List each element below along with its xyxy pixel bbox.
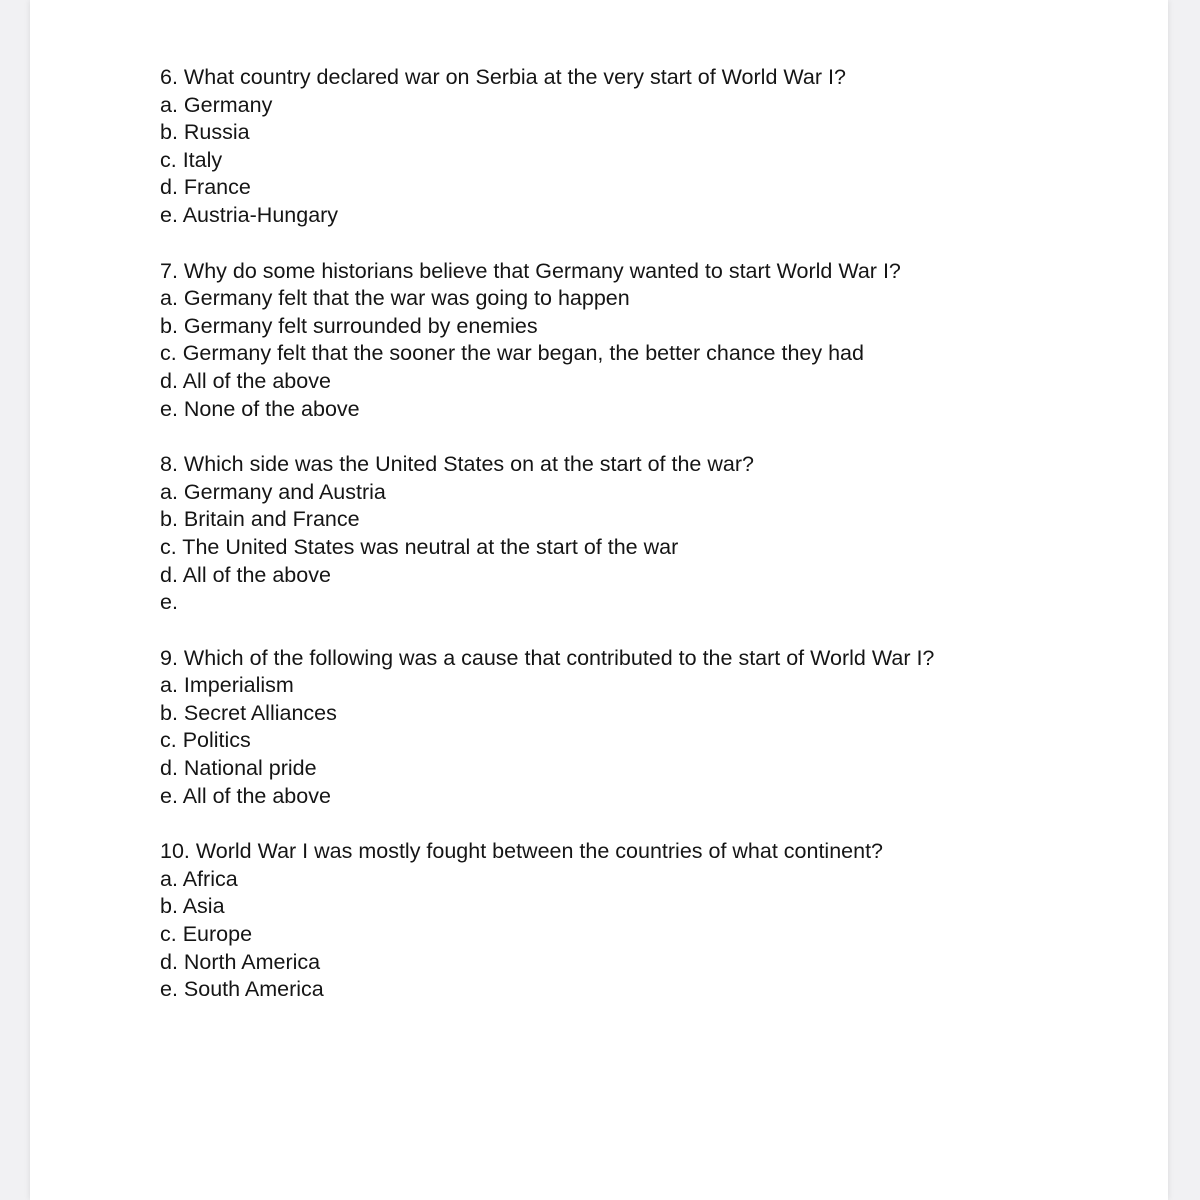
question-6 [160, 64, 1060, 230]
question-text: 9. Which of the following was a cause that contributed to the start of World War I? [160, 645, 935, 670]
option-b: b. Asia [160, 894, 225, 919]
option-c: c. Europe [160, 922, 253, 947]
option-a: a. Imperialism [160, 673, 294, 698]
option-c: c. Italy [160, 147, 223, 172]
option-d: d. All of the above [160, 562, 331, 587]
document-page [30, 0, 1168, 1200]
question-9 [160, 645, 1060, 811]
option-a: a. Germany felt that the war was going to happen [160, 286, 630, 311]
option-d: d. North America [160, 949, 321, 974]
option-c: c. Germany felt that the sooner the war began, the better chance they had [160, 341, 864, 366]
option-c: c. Politics [160, 728, 251, 753]
quiz-content [160, 64, 1060, 1032]
option-c: c. The United States was neutral at the start of the war [160, 534, 679, 559]
option-d: d. France [160, 175, 251, 200]
option-e: e. None of the above [160, 396, 360, 421]
option-a: a. Germany and Austria [160, 479, 386, 504]
question-text: 7. Why do some historians believe that Germany wanted to start World War I? [160, 258, 901, 283]
question-text: 6. What country declared war on Serbia at the very start of World War I? [160, 65, 846, 89]
option-a: a. Africa [160, 866, 238, 891]
option-d: d. National pride [160, 756, 317, 781]
question-8 [160, 451, 1060, 617]
option-e: e. All of the above [160, 783, 331, 808]
option-e: e. South America [160, 977, 324, 1002]
option-e: e. Austria-Hungary [160, 202, 339, 227]
question-10 [160, 838, 1060, 1004]
option-b: b. Britain and France [160, 507, 360, 532]
option-a: a. Germany [160, 92, 273, 117]
question-7 [160, 258, 1060, 424]
question-text: 8. Which side was the United States on at the start of the war? [160, 452, 754, 477]
question-text: 10. World War I was mostly fought between the countries of what continent? [160, 839, 884, 864]
option-d: d. All of the above [160, 368, 331, 393]
option-b: b. Secret Alliances [160, 700, 337, 725]
option-e: e. [160, 590, 178, 615]
option-b: b. Russia [160, 120, 250, 145]
option-b: b. Germany felt surrounded by enemies [160, 313, 538, 338]
